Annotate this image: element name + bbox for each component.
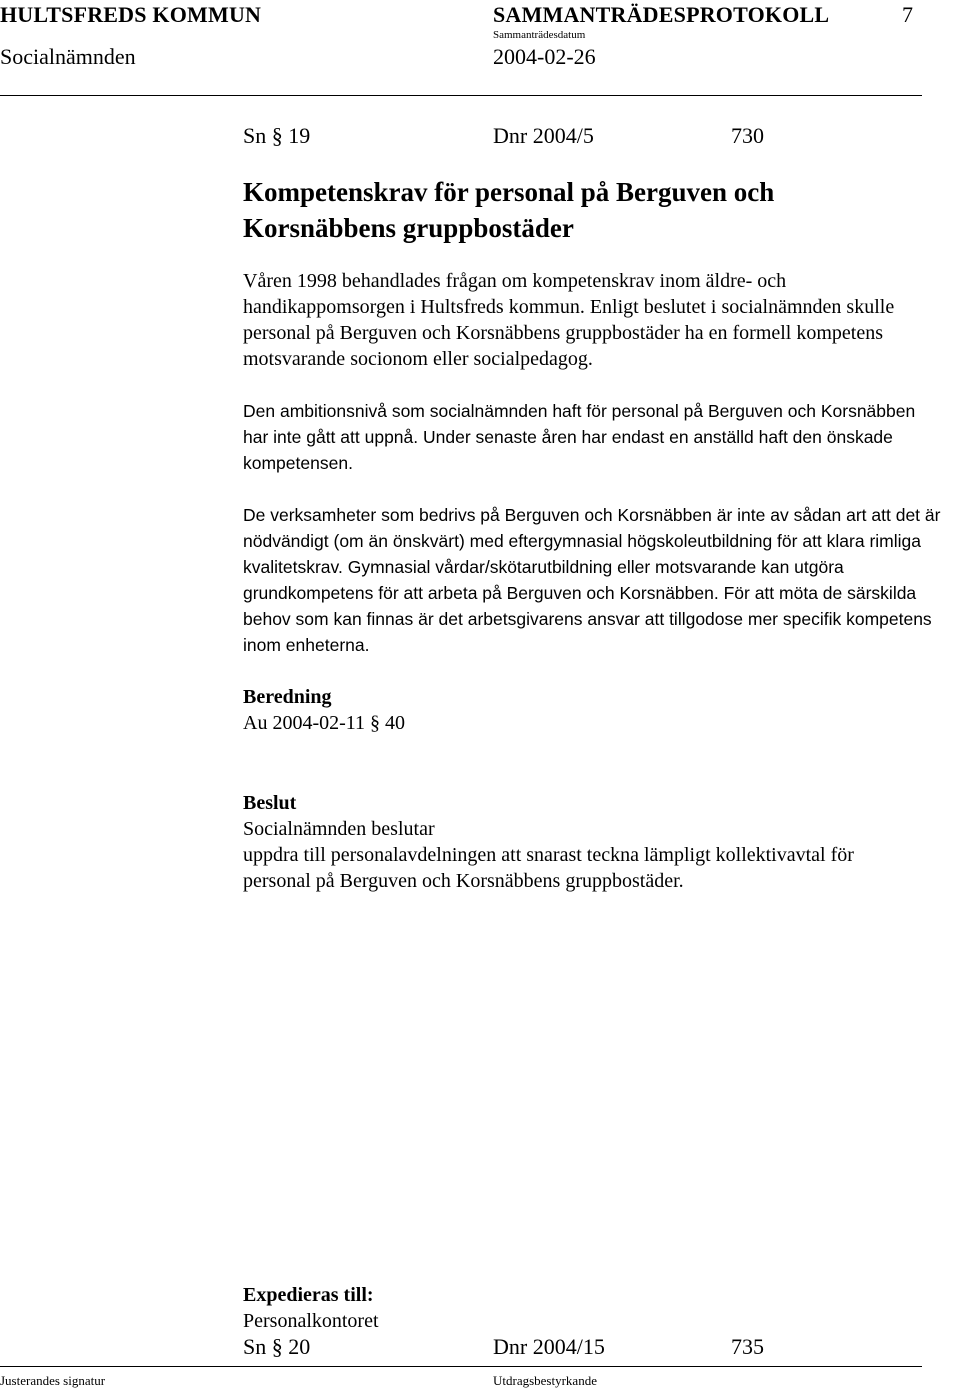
case-code: 730 (731, 123, 764, 148)
dnr-next: Dnr 2004/15 (493, 1334, 605, 1359)
section-line (243, 123, 310, 149)
section-symbol: § (271, 1334, 283, 1359)
section-line-next (243, 1334, 310, 1360)
beredning-number: 40 (385, 712, 406, 734)
paragraph-2: Den ambitionsnivå som socialnämnden haft för personal på Berguven och Korsnäbben har inte gått att uppnå. Under senaste åren har endast en anställd haft den önskade kompetensen. (243, 401, 916, 473)
footer-signature-label: Justerandes signatur (0, 1373, 106, 1388)
beredning-heading: Beredning (243, 686, 332, 708)
section-symbol: § (370, 712, 381, 734)
dnr: Dnr 2004/5 (493, 123, 594, 148)
case-code-next: 735 (731, 1334, 764, 1359)
document-type: SAMMANTRÄDESPROTOKOLL (493, 2, 830, 27)
section-symbol: § (271, 123, 283, 148)
footer-certification-label: Utdragsbestyrkande (493, 1373, 597, 1388)
beslut-heading: Beslut (243, 792, 297, 814)
footer-rule (0, 1366, 922, 1367)
expedieras-heading: Expedieras till: (243, 1284, 374, 1306)
section-prefix: Sn (243, 1334, 267, 1359)
header-rule (0, 95, 922, 96)
beredning-text: Au 2004-02-11 (243, 712, 366, 734)
date-label: Sammanträdesdatum (493, 29, 586, 41)
beslut-line-1: Socialnämnden beslutar (243, 818, 435, 840)
org-name: HULTSFREDS KOMMUN (0, 2, 262, 27)
committee-name: Socialnämnden (0, 44, 136, 69)
beredning-reference (243, 710, 405, 736)
paragraph-3: De verksamheter som bedrivs på Berguven och Korsnäbben är inte av sådan art att det är nödvändigt (om än önskvärt) med eftergymnasial högskoleutbildning för att klara rimliga kvalitetskrav. Gymnasial vårdar/skötarutbildning eller motsvarande kan utgöra grundkompetens för att arbeta på Berguven och Korsnäbben. För att möta de särskilda behov som kan finnas är det arbetsgivarens ansvar att tillgodose mer specifik kompetens inom enheterna. (243, 505, 941, 655)
beslut-line-2: uppdra till personalavdelningen att snarast teckna lämpligt kollektivavtal för personal på Berguven och Korsnäbbens gruppbostäder. (243, 844, 854, 892)
section-number: 19 (288, 123, 311, 148)
paragraph-1: Våren 1998 behandlades frågan om kompetenskrav inom äldre- och handikappomsorgen i Hultsfreds kommun. Enligt beslutet i socialnämnden skulle personal på Berguven och Korsnäbbens gruppbostäder ha en formell kompetens motsvarande socionom eller socialpedagog. (243, 270, 895, 370)
expedieras-recipient: Personalkontoret (243, 1310, 379, 1332)
meeting-date: 2004-02-26 (493, 44, 596, 69)
section-number: 20 (288, 1334, 311, 1359)
section-prefix: Sn (243, 123, 267, 148)
page-number: 7 (902, 2, 913, 27)
item-title: Kompetenskrav för personal på Berguven och Korsnäbbens gruppbostäder (243, 177, 775, 243)
